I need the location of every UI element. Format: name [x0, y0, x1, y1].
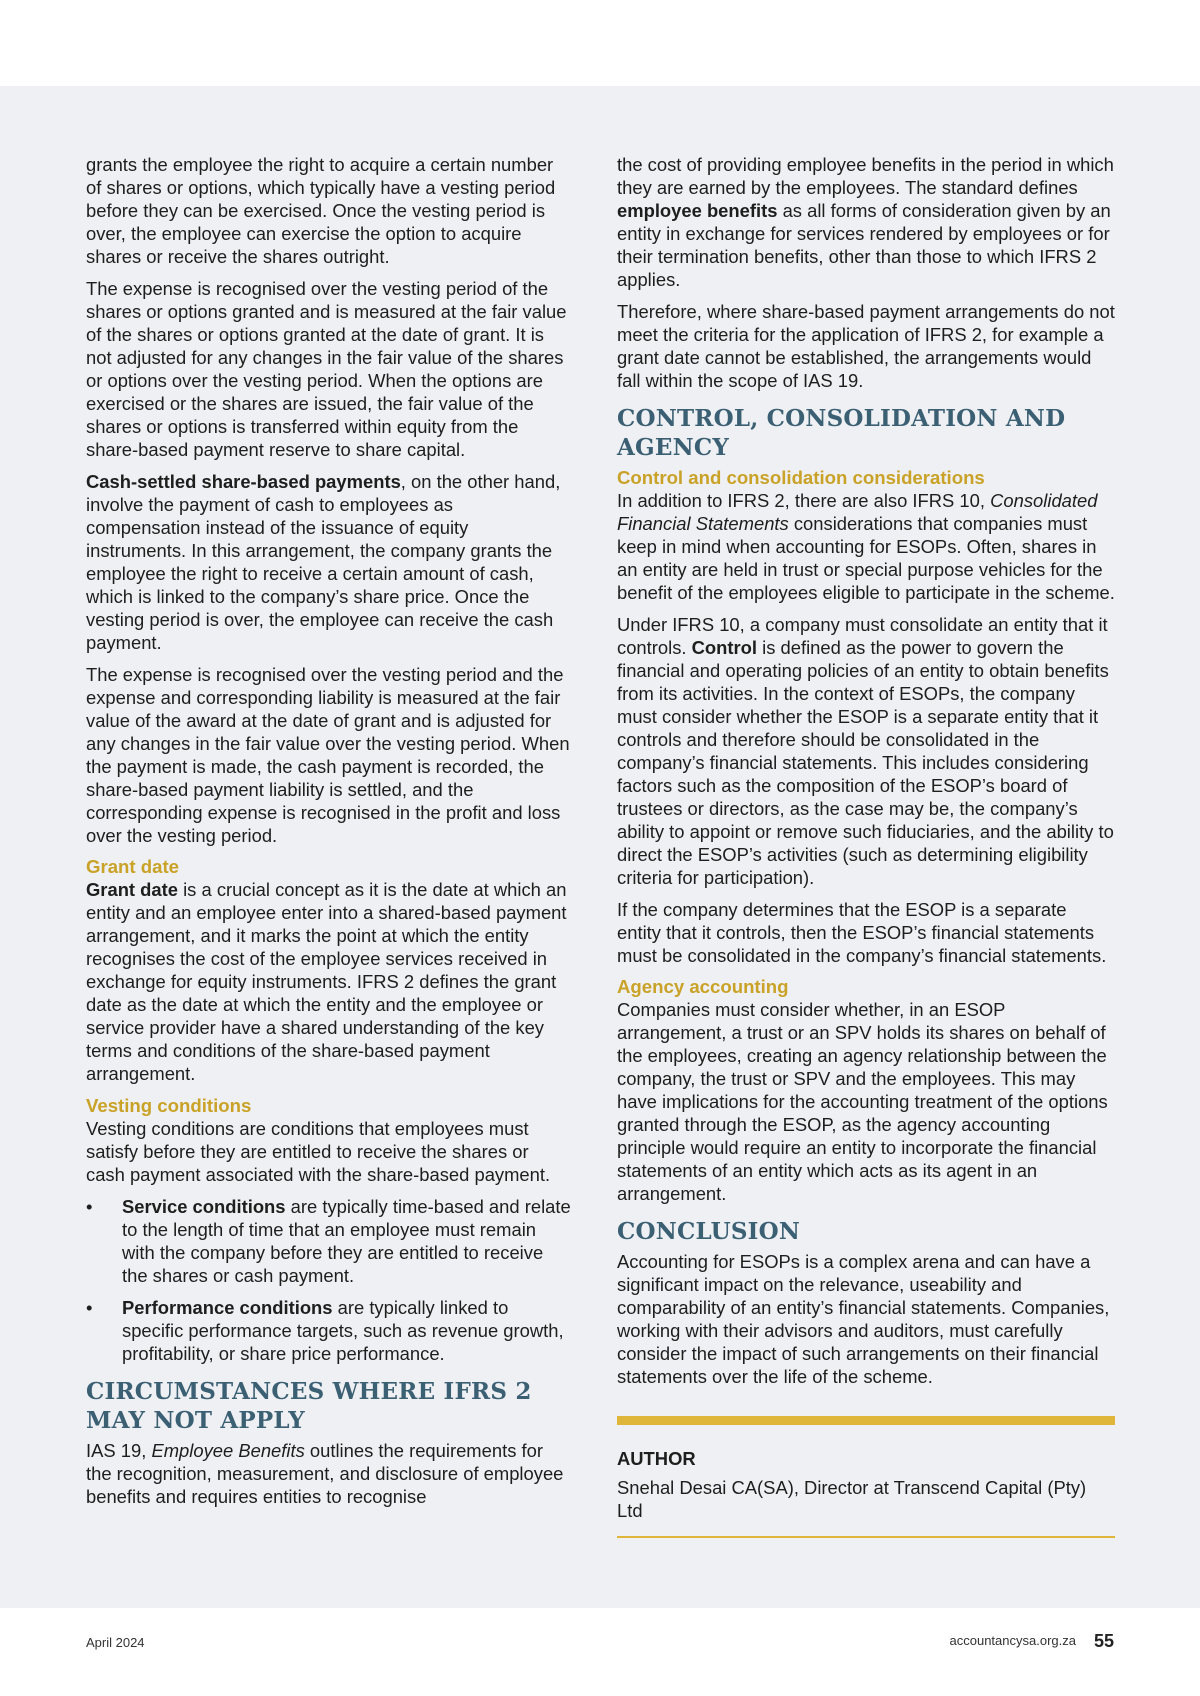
list-item: • Service conditions are typically time-based and relate to the length of time that an employee must remain with the company before they are entitled to receive the shares or cash payment. [86, 1196, 571, 1286]
bold-term: Control [691, 637, 757, 658]
bullet-list [86, 1195, 572, 1365]
subheading-control-consolidation: Control and consolidation considerations [617, 467, 985, 488]
section-heading-conclusion: CONCLUSION [617, 1218, 801, 1245]
paragraph: Therefore, where share-based payment arrangements do not meet the criteria for the application of IFRS 2, for example a grant date cannot be established, the arrangements would fall within the scope of IAS 19. [617, 301, 1115, 391]
paragraph: Vesting conditions are conditions that employees must satisfy before they are entitled to receive the shares or cash payment associated with the share-based payment. [86, 1118, 551, 1185]
bold-term: Performance conditions [122, 1297, 333, 1318]
paragraph: Grant date is a crucial concept as it is the date at which an entity and an employee enter into a shared-based payment arrangement, and it marks the point at which the entity recognises the cost of the employee services received in exchange for equity instruments. IFRS 2 defines the grant date as the date at which the entity and the employee or service provider have a shared understanding of the key terms and conditions of the share-based payment arrangement. [86, 879, 567, 1084]
list-item: • Performance conditions are typically linked to specific performance targets, such as revenue growth, profitability, or share price performance. [86, 1297, 564, 1364]
author-text: Snehal Desai CA(SA), Director at Transcend Capital (Pty) Ltd [617, 1477, 1087, 1521]
subheading-vesting-conditions: Vesting conditions [86, 1095, 252, 1116]
paragraph: In addition to IFRS 2, there are also IFRS 10, Consolidated Financial Statements considerations that companies must keep in mind when accounting for ESOPs. Often, shares in an entity are held in trust or special purpose vehicles for the benefit of the employees eligible to participate in the scheme. [617, 490, 1115, 603]
left-column [86, 153, 572, 1517]
paragraph: the cost of providing employee benefits in the period in which they are earned by the employees. The standard defines employee benefits as all forms of consideration given by an entity in exchange for services rendered by employees or for their termination benefits, other than those to which IFRS 2 applies. [617, 154, 1114, 290]
divider [617, 1536, 1115, 1538]
divider [617, 1416, 1115, 1425]
right-column [617, 153, 1115, 1538]
bold-term: Cash-settled share-based payments [86, 471, 401, 492]
section-heading-circumstances: CIRCUMSTANCES WHERE IFRS 2 MAY NOT APPLY [86, 1378, 532, 1434]
paragraph: If the company determines that the ESOP is a separate entity that it controls, then the ESOP’s financial statements must be consolidated in the company’s financial statements. [617, 899, 1107, 966]
bold-term: Grant date [86, 879, 178, 900]
paragraph: Accounting for ESOPs is a complex arena and can have a significant impact on the relevance, useability and comparability of an entity’s financial statements. Companies, working with their advisors and auditors, must carefully consider the impact of such arrangements on their financial statements over the life of the scheme. [617, 1251, 1110, 1387]
bold-term: Service conditions [122, 1196, 286, 1217]
bullet-icon: • [86, 1297, 93, 1318]
footer-site: accountancysa.org.za [949, 1633, 1076, 1648]
footer-date: April 2024 [86, 1635, 145, 1650]
page-number: 55 [1093, 1631, 1114, 1651]
author-heading: AUTHOR [617, 1448, 696, 1469]
paragraph: The expense is recognised over the vesting period and the expense and corresponding liability is measured at the fair value of the award at the date of grant and is adjusted for any changes in the fair value over the vesting period. When the payment is made, the cash payment is recorded, the share-based payment liability is settled, and the corresponding expense is recognised in the profit and loss over the vesting period. [86, 664, 570, 846]
subheading-grant-date: Grant date [86, 856, 179, 877]
subheading-agency-accounting: Agency accounting [617, 976, 789, 997]
italic-term: Consolidated Financial Statements [617, 490, 1098, 534]
paragraph: IAS 19, Employee Benefits outlines the requirements for the recognition, measurement, and disclosure of employee benefits and requires entities to recognise [86, 1440, 564, 1507]
bold-term: employee benefits [617, 200, 778, 221]
section-heading-control: CONTROL, CONSOLIDATION AND AGENCY [617, 405, 1066, 461]
paragraph: Companies must consider whether, in an ESOP arrangement, a trust or an SPV holds its shares on behalf of the employees, creating an agency relationship between the company, the trust or SPV and the employees. This may have implications for the accounting treatment of the options granted through the ESOP, as the agency accounting principle would require an entity to incorporate the financial statements of an entity which acts as its agent in an arrangement. [617, 999, 1108, 1204]
paragraph: Under IFRS 10, a company must consolidate an entity that it controls. Control is defined as the power to govern the financial and operating policies of an entity to obtain benefits from its activities. In the context of ESOPs, the company must consider whether the ESOP is a separate entity that it controls and therefore should be consolidated in the company’s financial statements. This includes considering factors such as the composition of the ESOP’s board of trustees or directors, as the case may be, the company’s ability to appoint or remove such fiduciaries, and the ability to direct the ESOP’s activities (such as determining eligibility criteria for participation). [617, 614, 1114, 888]
bullet-icon: • [86, 1196, 93, 1217]
italic-term: Employee Benefits [151, 1440, 305, 1461]
paragraph: Cash-settled share-based payments, on the other hand, involve the payment of cash to employees as compensation instead of the issuance of equity instruments. In this arrangement, the company grants the employee the right to receive a certain amount of cash, which is linked to the company’s share price. Once the vesting period is over, the employee can receive the cash payment. [86, 471, 561, 653]
paragraph: The expense is recognised over the vesting period of the shares or options granted and is measured at the fair value of the shares or options granted at the date of grant. It is not adjusted for any changes in the fair value of the shares or options over the vesting period. When the options are exercised or the shares are issued, the fair value of the shares or options is transferred within equity from the share-based payment reserve to share capital. [86, 278, 567, 460]
footer-right [950, 1631, 1115, 1652]
paragraph: grants the employee the right to acquire a certain number of shares or options, which typically have a vesting period before they can be exercised. Once the vesting period is over, the employee can exercise the option to acquire shares or receive the shares outright. [86, 154, 556, 267]
